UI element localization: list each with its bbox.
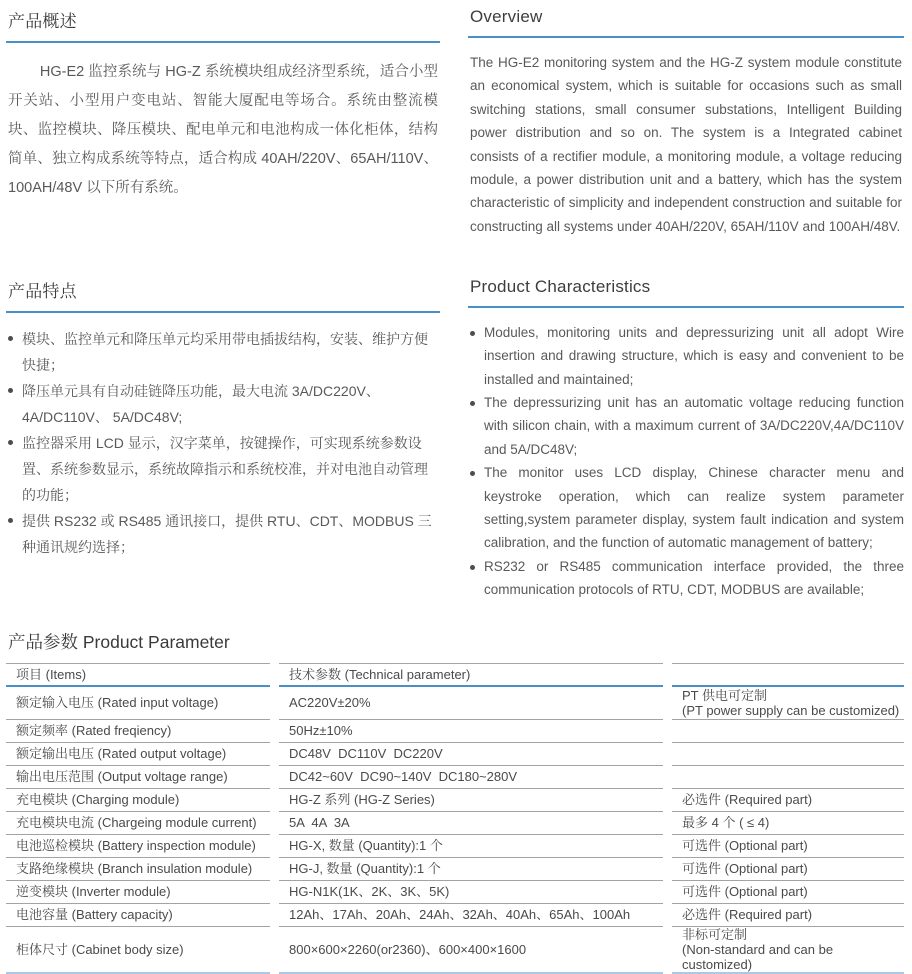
feature-text: 监控器采用 LCD 显示，汉字菜单，按键操作，可实现系统参数设置、系统参数显示，系统故障指示和系统校准，并对电池自动管理的功能； xyxy=(22,434,428,503)
table-row-cell-value: 12Ah、17Ah、20Ah、24Ah、32Ah、40Ah、65Ah、100Ah xyxy=(279,904,663,927)
feature-text: Modules, monitoring units and depressurizing unit all adopt Wire insertion and drawing structure, which is easy and convenient to be installed and maintained; xyxy=(484,324,904,387)
section-features-en xyxy=(468,274,904,602)
table-row-cell-item: 支路绝缘模块 (Branch insulation module) xyxy=(6,858,270,881)
bullet-icon xyxy=(8,440,13,445)
feature-text: RS232 or RS485 communication interface provided, the three communication protocols of RTU, CDT, MODBUS are available; xyxy=(484,558,904,598)
table-row-cell-value: HG-N1K(1K、2K、3K、5K) xyxy=(279,881,663,904)
bullet-icon xyxy=(8,518,13,523)
list-item xyxy=(8,378,440,430)
table-row-cell-item: 逆变模块 (Inverter module) xyxy=(6,881,270,904)
bullet-icon xyxy=(470,401,475,406)
feature-text: The monitor uses LCD display, Chinese character menu and keystroke operation, which can realize system parameter setting,system parameter display, system fault indication and system calibration, and the function of automatic management of battery; xyxy=(484,465,904,551)
table-row-cell-note: 必选件 (Required part) xyxy=(672,789,904,812)
features-en-list xyxy=(468,321,904,602)
table-row-cell-item: 额定输入电压 (Rated input voltage) xyxy=(6,687,270,720)
bullet-icon xyxy=(470,565,475,570)
table-row-cell-item: 额定频率 (Rated freqiency) xyxy=(6,720,270,743)
parameters-table xyxy=(6,663,904,974)
table-row-cell-item: 电池巡检模块 (Battery inspection module) xyxy=(6,835,270,858)
list-item xyxy=(470,391,904,461)
feature-text: 提供 RS232 或 RS485 通讯接口，提供 RTU、CDT、MODBUS 三种通讯规约选择； xyxy=(22,512,432,555)
section-heading xyxy=(6,4,440,43)
feature-text: The depressurizing unit has an automatic voltage reducing function with silicon chain, with a maximum current of 3A/DC220V,4A/DC110V and 5A/DC48V; xyxy=(484,394,904,457)
section-title-overview-en: Overview xyxy=(470,7,543,26)
table-row-cell-value: 800×600×2260(or2360)、600×400×1600 xyxy=(279,927,663,974)
list-item xyxy=(470,555,904,602)
table-row-cell-note: 可选件 (Optional part) xyxy=(672,881,904,904)
bullet-icon xyxy=(470,331,475,336)
section-heading xyxy=(468,4,904,38)
list-item xyxy=(8,326,440,378)
parameters-title: 产品参数 Product Parameter xyxy=(8,631,230,652)
top-two-column-layout xyxy=(6,4,904,602)
section-title-overview-cn: 产品概述 xyxy=(8,12,77,31)
table-row-cell-item: 输出电压范围 (Output voltage range) xyxy=(6,766,270,789)
table-row-cell-note: 最多 4 个 ( ≤ 4) xyxy=(672,812,904,835)
table-row-cell-note xyxy=(672,766,904,789)
section-title-features-en: Product Characteristics xyxy=(470,276,651,296)
table-row-cell-note: PT 供电可定制 (PT power supply can be customized) xyxy=(672,687,904,720)
table-row-cell-item: 充电模块 (Charging module) xyxy=(6,789,270,812)
table-row-cell-note: 可选件 (Optional part) xyxy=(672,835,904,858)
table-row-cell-note: 非标可定制 (Non-standard and can be customized) xyxy=(672,927,904,974)
table-row-cell-note: 必选件 (Required part) xyxy=(672,904,904,927)
table-header-note xyxy=(672,663,904,687)
table-row-cell-value: 50Hz±10% xyxy=(279,720,663,743)
table-row-cell-value: AC220V±20% xyxy=(279,687,663,720)
table-row-cell-value: 5A 4A 3A xyxy=(279,812,663,835)
table-row-cell-value: HG-Z 系列 (HG-Z Series) xyxy=(279,789,663,812)
section-heading xyxy=(6,274,440,313)
table-row-cell-item: 电池容量 (Battery capacity) xyxy=(6,904,270,927)
bullet-icon xyxy=(8,336,13,341)
bullet-icon xyxy=(470,471,475,476)
section-title-features-cn: 产品特点 xyxy=(8,281,77,301)
table-row-cell-item: 柜体尺寸 (Cabinet body size) xyxy=(6,927,270,974)
table-header-technical-parameter: 技术参数 (Technical parameter) xyxy=(279,663,663,687)
table-row-cell-value: HG-X, 数量 (Quantity):1 个 xyxy=(279,835,663,858)
table-row-cell-value: DC48V DC110V DC220V xyxy=(279,743,663,766)
list-item xyxy=(8,430,440,508)
feature-text: 降压单元具有自动硅链降压功能，最大电流 3A/DC220V、4A/DC110V、 5A/DC48V; xyxy=(22,382,380,425)
table-row-cell-item: 额定输出电压 (Rated output voltage) xyxy=(6,743,270,766)
table-row-cell-note xyxy=(672,720,904,743)
list-item xyxy=(470,321,904,391)
table-row-cell-value: HG-J, 数量 (Quantity):1 个 xyxy=(279,858,663,881)
list-item xyxy=(8,508,440,560)
section-overview-en xyxy=(468,4,904,252)
features-cn-list xyxy=(6,326,440,560)
table-row-cell-note xyxy=(672,743,904,766)
table-row-cell-note: 可选件 (Optional part) xyxy=(672,858,904,881)
overview-en-body: The HG-E2 monitoring system and the HG-Z system module constitute an economical system, which is suitable for occasions such as small switching stations, small consumer substations, Intelligent Building power distribution and so on. The system is a Integrated cabinet consists of a rectifier module, a monitoring module, a voltage reducing module, a power distribution unit and a battery, which has the system characteristic of simplicity and independent construction and suitable for constructing all systems under 40AH/220V, 65AH/110V and 100AH/48V. xyxy=(470,55,902,234)
section-product-parameters xyxy=(6,629,904,974)
bullet-icon xyxy=(8,388,13,393)
feature-text: 模块、监控单元和降压单元均采用带电插拔结构，安装、维护方便快捷； xyxy=(22,330,428,373)
section-overview-cn xyxy=(6,4,440,252)
section-features-cn xyxy=(6,274,440,602)
table-header-items: 项目 (Items) xyxy=(6,663,270,687)
table-row-cell-value: DC42~60V DC90~140V DC180~280V xyxy=(279,766,663,789)
table-row-cell-item: 充电模块电流 (Chargeing module current) xyxy=(6,812,270,835)
section-heading xyxy=(468,274,904,308)
list-item xyxy=(470,461,904,555)
overview-cn-body: HG-E2 监控系统与 HG-Z 系统模块组成经济型系统，适合小型开关站、小型用户变电站、智能大厦配电等场合。系统由整流模块、监控模块、降压模块、配电单元和电池构成一体化柜体，结构简单、独立构成系统等特点，适合构成 40AH/220V、65AH/110V、100AH/48V 以下所有系统。 xyxy=(8,64,438,196)
